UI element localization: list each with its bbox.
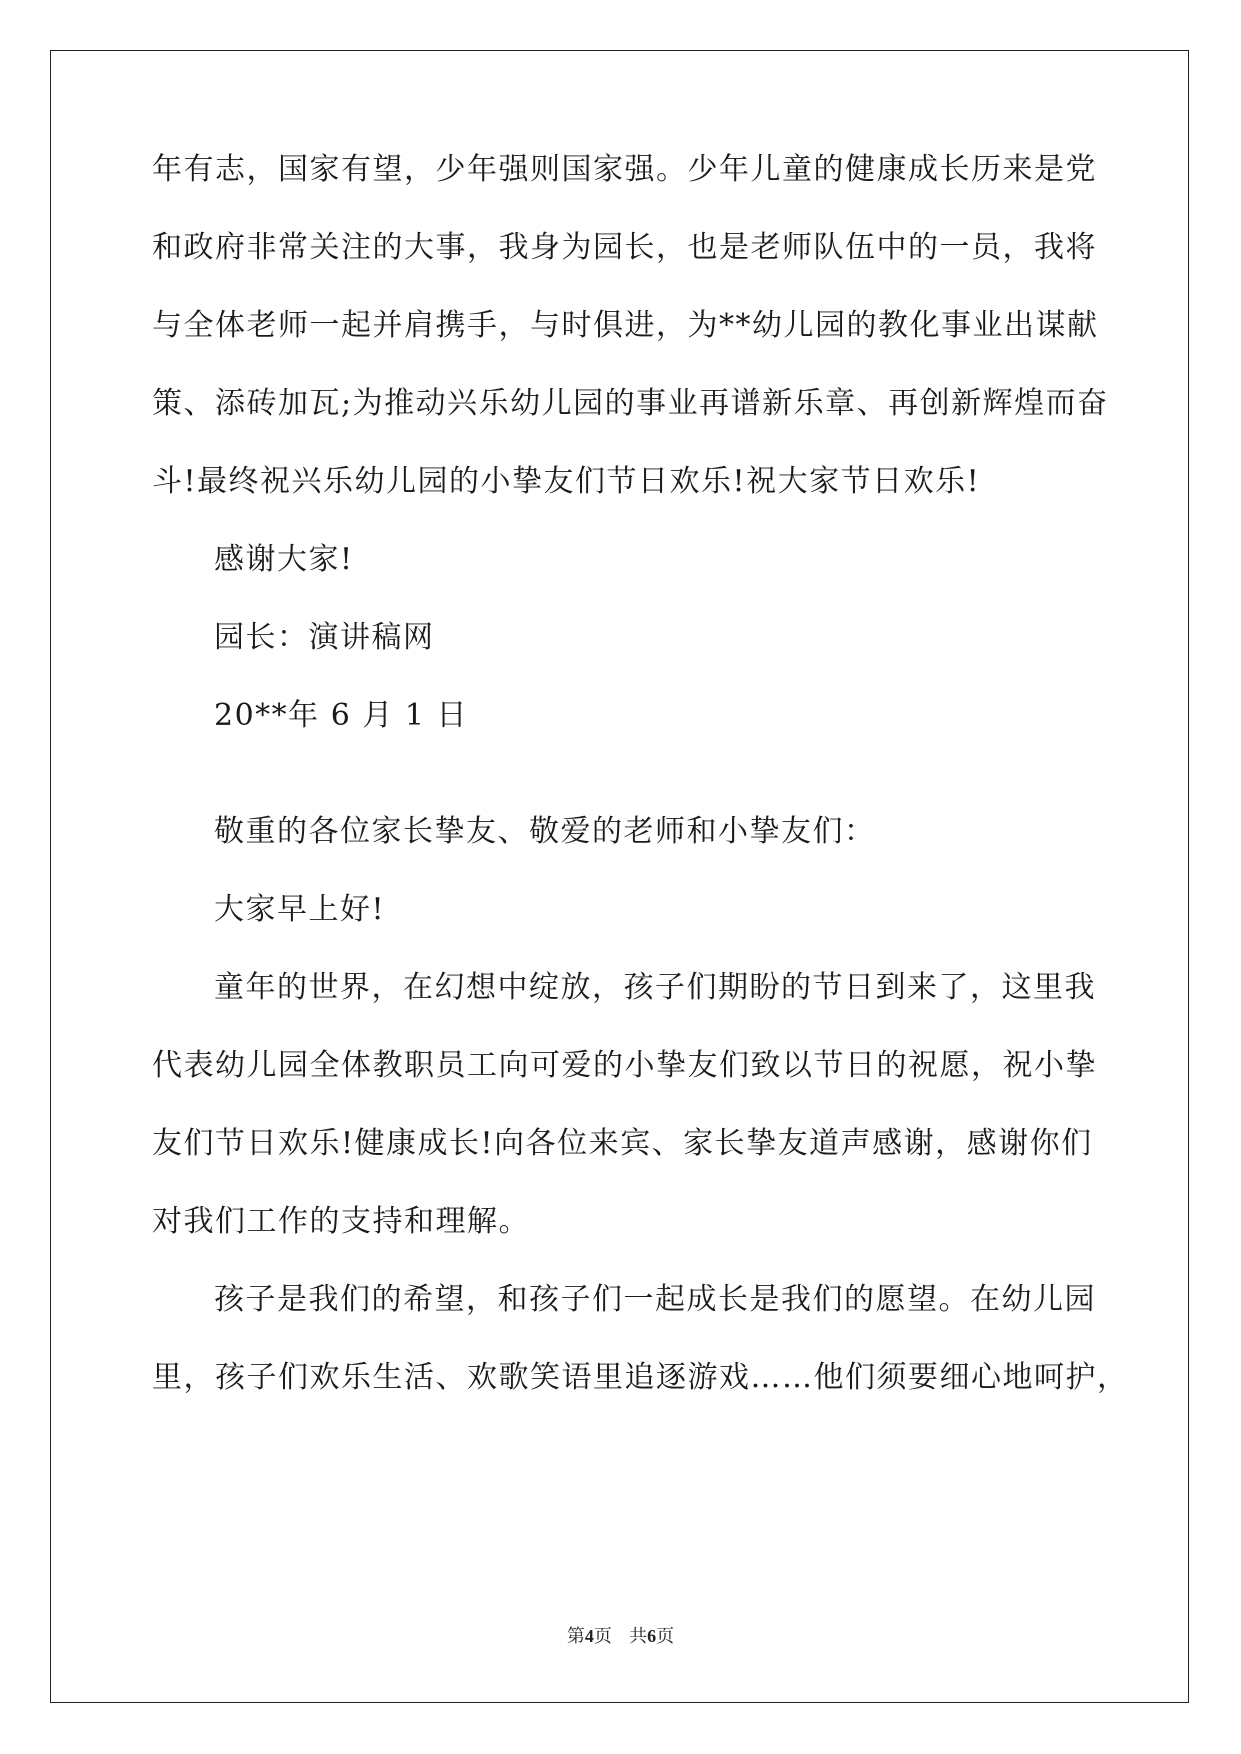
text-line: 对我们工作的支持和理解。 <box>152 1204 530 1239</box>
document-body <box>152 150 1129 1436</box>
text-line: 孩子是我们的希望，和孩子们一起成长是我们的愿望。在幼儿园 <box>214 1282 1096 1317</box>
text-line: 斗!最终祝兴乐幼儿园的小挚友们节日欢乐!祝大家节日欢乐! <box>152 464 981 499</box>
text-line: 友们节日欢乐!健康成长!向各位来宾、家长挚友道声感谢，感谢你们 <box>152 1126 1093 1161</box>
text-line: 年有志，国家有望，少年强则国家强。少年儿童的健康成长历来是党 <box>152 152 1097 187</box>
text-line: 园长：演讲稿网 <box>214 620 435 655</box>
text-line: 策、添砖加瓦;为推动兴乐幼儿园的事业再谱新乐章、再创新辉煌而奋 <box>152 386 1109 421</box>
text-line: 与全体老师一起并肩携手，与时俱进，为**幼儿园的教化事业出谋献 <box>152 308 1099 343</box>
footer-prefix: 第 <box>566 1626 585 1647</box>
page-footer <box>0 1622 1241 1648</box>
text-line: 大家早上好! <box>214 892 386 927</box>
total-page-number: 6 <box>647 1626 657 1646</box>
text-line: 和政府非常关注的大事，我身为园长，也是老师队伍中的一员，我将 <box>152 230 1097 265</box>
text-line: 20**年 6 月 1 日 <box>214 698 468 733</box>
text-line: 里，孩子们欢乐生活、欢歌笑语里追逐游戏……他们须要细心地呵护， <box>152 1360 1129 1395</box>
current-page-number: 4 <box>584 1626 594 1646</box>
text-line: 童年的世界，在幻想中绽放，孩子们期盼的节日到来了，这里我 <box>214 970 1096 1005</box>
text-line: 代表幼儿园全体教职员工向可爱的小挚友们致以节日的祝愿，祝小挚 <box>152 1048 1097 1083</box>
text-block-closing <box>152 150 1109 736</box>
text-line: 感谢大家! <box>214 542 354 577</box>
text-line: 敬重的各位家长挚友、敬爱的老师和小挚友们： <box>214 814 876 849</box>
text-block-speech <box>152 812 1129 1398</box>
section-gap <box>152 774 1092 812</box>
footer-page-suffix: 页 <box>593 1626 612 1647</box>
footer-total-suffix: 页 <box>656 1626 675 1647</box>
footer-total-prefix: 共 <box>629 1626 648 1647</box>
